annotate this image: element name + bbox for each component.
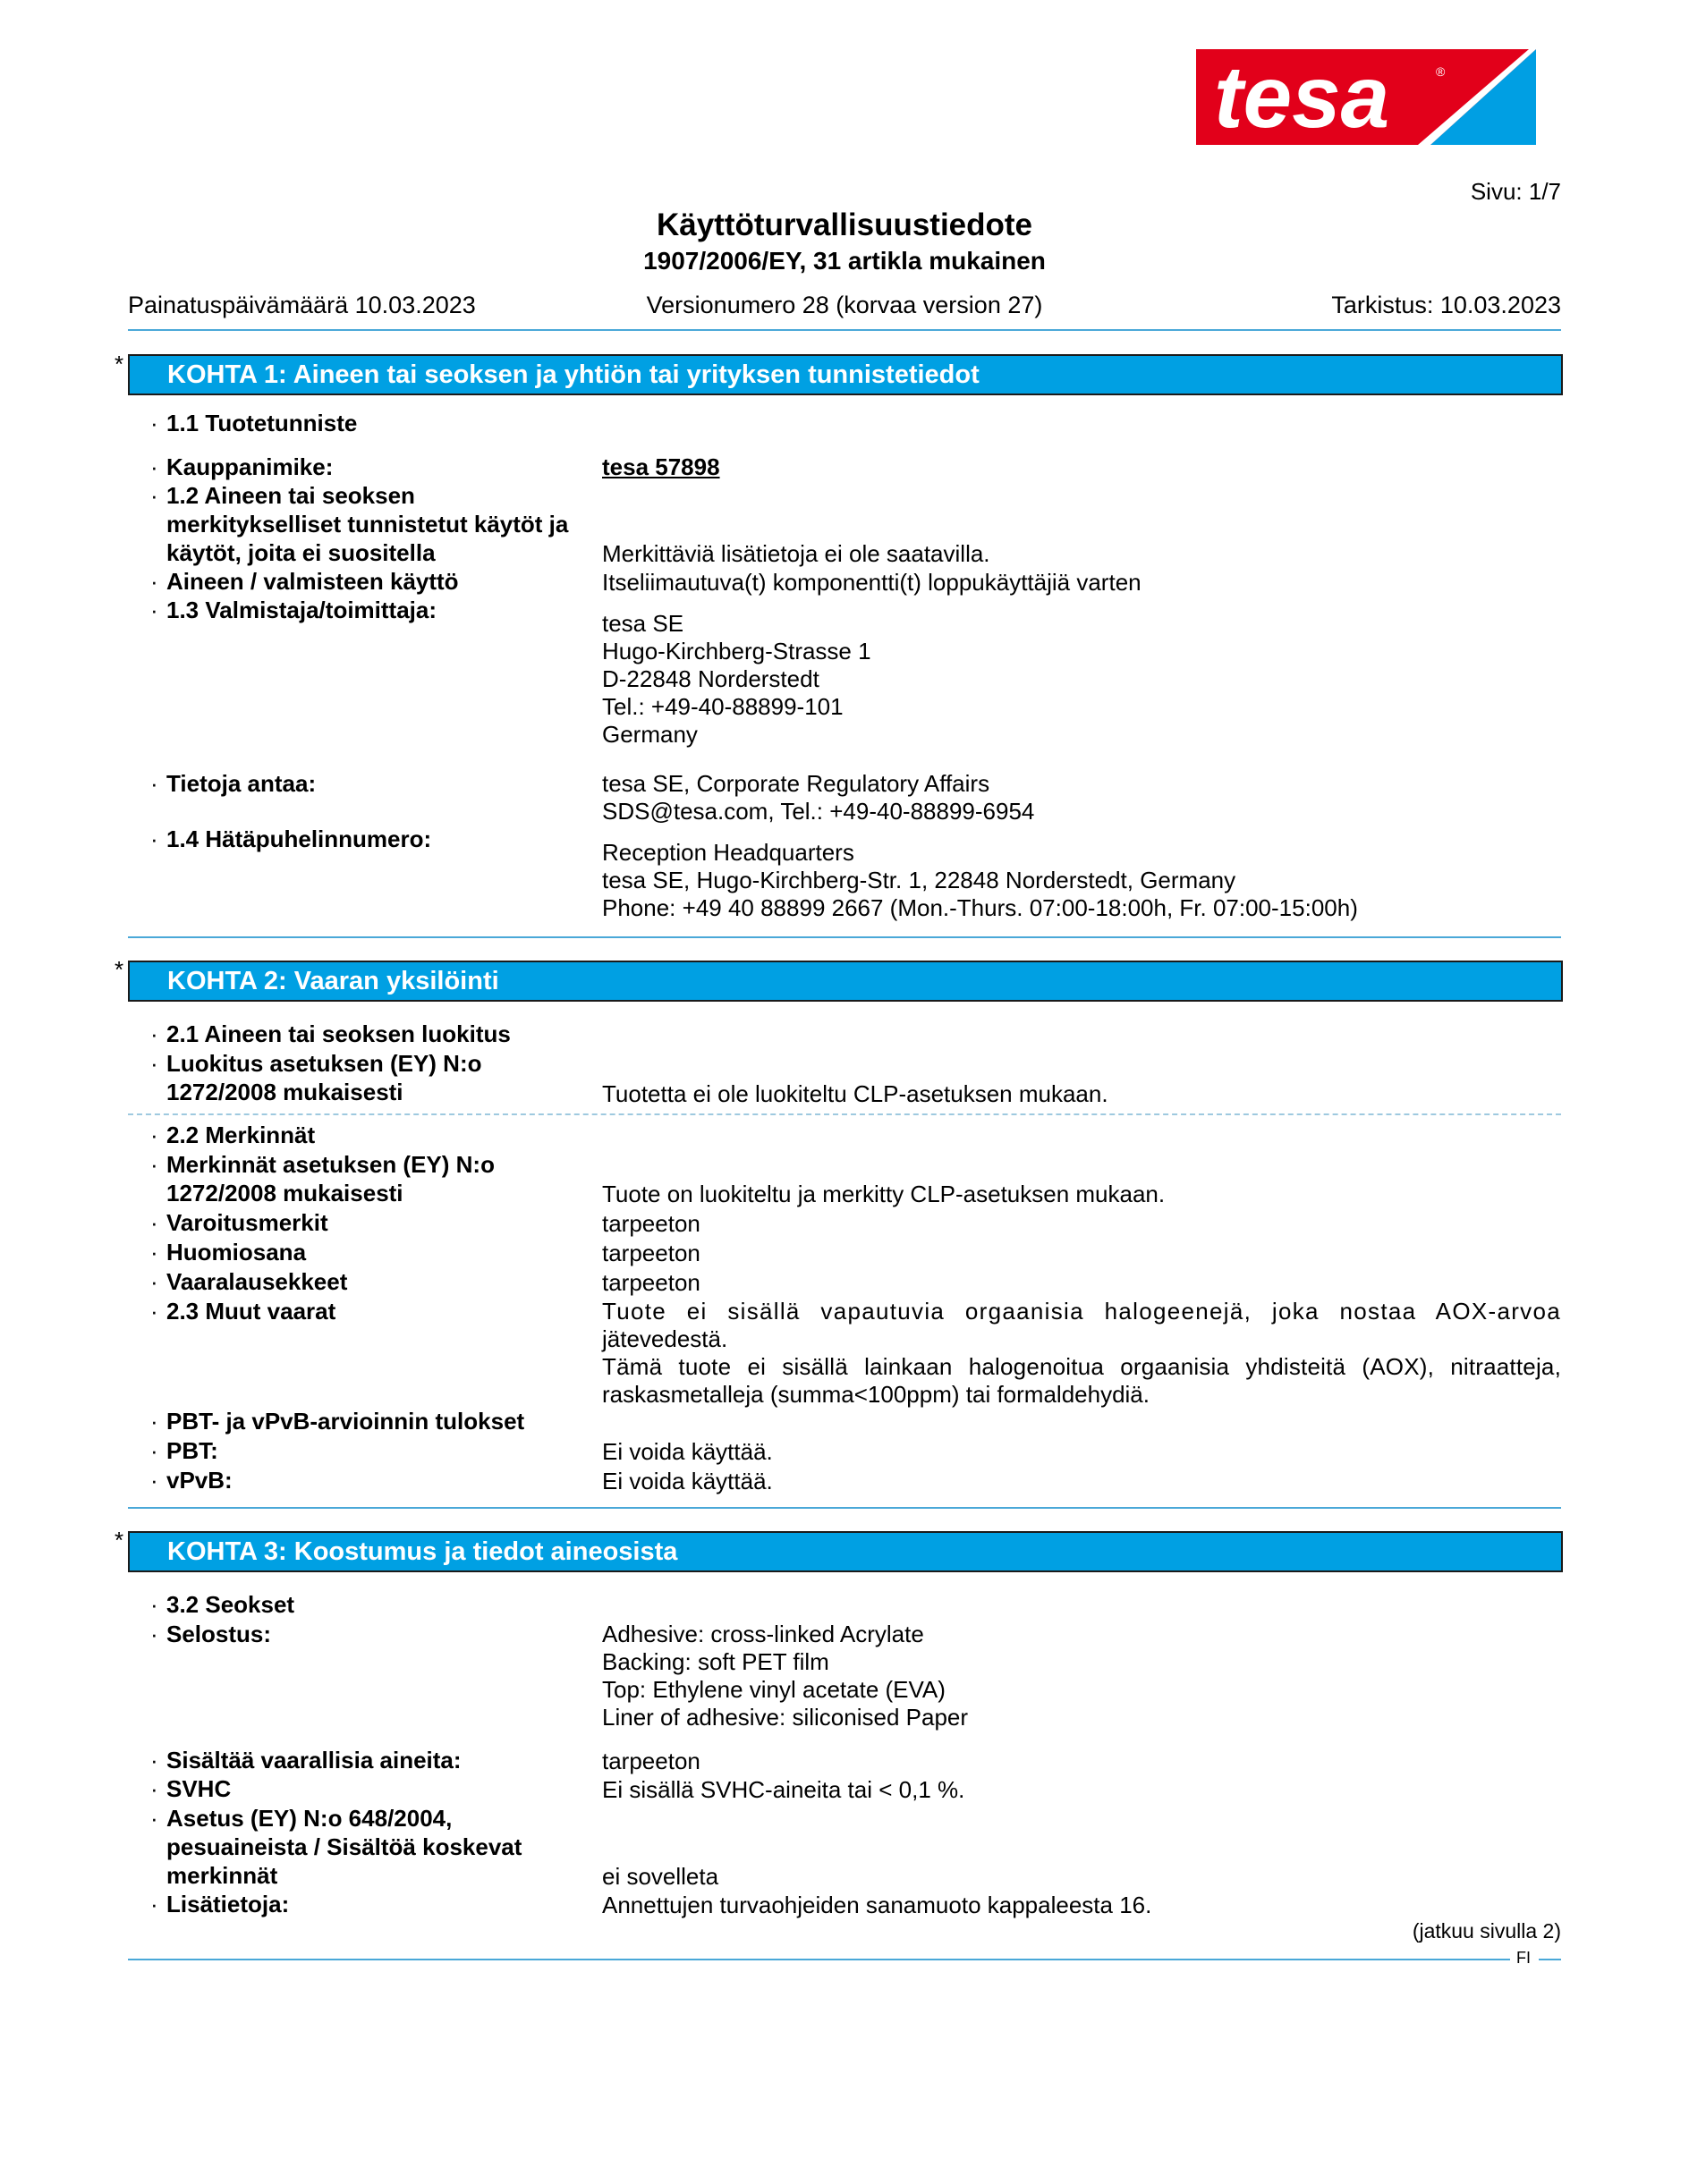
other-hazards-text: Tuote ei sisällä vapautuvia orgaanisia halogeenejä, joka nostaa AOX-arvoa jätevedestä. Tämä tuote ei sisällä lainkaan halogenoitua orgaanisia yhdisteitä (AOX), nitraatteja, raskasmetalleja (summa<100ppm) tai formaldehydiä. [602,1298,1561,1408]
version-number: Versionumero 28 (korvaa version 27) [646,292,1043,318]
field-value: Ei voida käyttää. [602,1438,773,1465]
field-value: Annettujen turvaohjeiden sanamuoto kappaleesta 16. [602,1892,1152,1918]
section-divider [128,936,1561,938]
continuation-note: (jatkuu sivulla 2) [1412,1919,1561,1943]
field-value: Ei voida käyttää. [602,1468,773,1494]
header-divider [128,329,1561,331]
manufacturer-address: tesa SE Hugo-Kirchberg-Strasse 1 D-22848 Norderstedt Tel.: +49-40-88899-101 Germany [602,610,871,748]
field-value: tarpeeton [602,1269,700,1296]
section-2-title: KOHTA 2: Vaaran yksilöinti [167,967,499,995]
section-1-header [128,354,1563,395]
language-code: FI [1516,1949,1531,1967]
subsection-divider [128,1113,1561,1115]
change-marker: * [115,956,124,983]
print-date: Painatuspäivämäärä 10.03.2023 [128,292,476,318]
field-value: tarpeeton [602,1748,700,1774]
field-value: ei sovelleta [602,1863,719,1890]
composition-description: Adhesive: cross-linked Acrylate Backing: soft PET film Top: Ethylene vinyl acetate (EVA) Liner of adhesive: siliconised Paper [602,1621,969,1731]
change-marker: * [115,351,124,377]
field-value: Ei sisällä SVHC-aineita tai < 0,1 %. [602,1776,965,1803]
field-value: tarpeeton [602,1210,700,1237]
logo-text: tesa [1214,49,1390,145]
document-title: Käyttöturvallisuustiedote [656,207,1033,242]
tesa-logo [1196,49,1536,145]
footer-divider-left [128,1959,1510,1960]
emergency-contact: Reception Headquarters tesa SE, Hugo-Kirchberg-Str. 1, 22848 Norderstedt, Germany Phone: +49 40 88899 2667 (Mon.-Thurs. 07:00-18:00h, Fr. 07:00-15:00h) [602,839,1358,921]
footer-divider-right [1539,1959,1561,1960]
section-1-title: KOHTA 1: Aineen tai seoksen ja yhtiön tai yrityksen tunnistetiedot [167,360,980,389]
trade-name-value: tesa 57898 [602,453,720,480]
revision-date: Tarkistus: 10.03.2023 [1331,292,1561,318]
field-value: tarpeeton [602,1240,700,1266]
section-divider [128,1507,1561,1509]
section-2-header [128,961,1563,1002]
section-3-title: KOHTA 3: Koostumus ja tiedot aineosista [167,1537,678,1566]
contact-info: tesa SE, Corporate Regulatory Affairs SDS@tesa.com, Tel.: +49-40-88899-6954 [602,770,1035,825]
field-value: Merkittäviä lisätietoja ei ole saatavilla. [602,540,990,567]
field-value: Itseliimautuva(t) komponentti(t) loppukäyttäjiä varten [602,569,1142,596]
field-value: Tuote on luokiteltu ja merkitty CLP-asetuksen mukaan. [602,1181,1166,1207]
section-3-header [128,1531,1563,1572]
change-marker: * [115,1527,124,1553]
field-value: Tuotetta ei ole luokiteltu CLP-asetuksen mukaan. [602,1080,1108,1107]
document-subtitle: 1907/2006/EY, 31 artikla mukainen [643,247,1046,275]
registered-mark-icon: ® [1436,64,1446,79]
page-number: Sivu: 1/7 [1470,178,1561,205]
